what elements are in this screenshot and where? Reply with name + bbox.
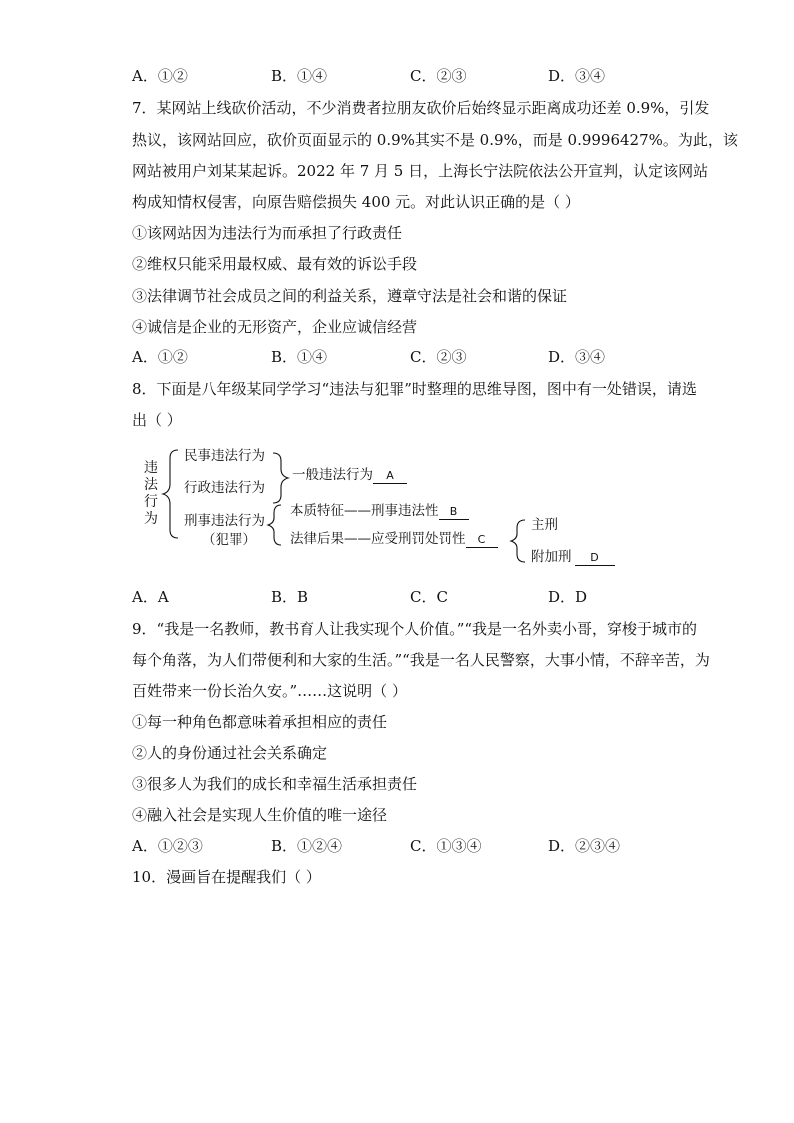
q8-stem-line: 出（ ）: [132, 411, 182, 429]
q7-option-d[interactable]: D．③④: [548, 348, 606, 366]
q9-stem-line: 9．“我是一名教师，教书育人让我实现个人价值。”“我是一名外卖小哥，穿梭于城市的: [132, 620, 698, 638]
additional-penalty-label: 附加刑: [531, 549, 572, 565]
main-penalty: 主刑: [531, 517, 558, 533]
q8-option-b[interactable]: B．B: [271, 588, 309, 606]
option-d[interactable]: D．③④: [548, 67, 606, 85]
option-a[interactable]: A．①②: [132, 67, 188, 85]
administrative-violation: 行政违法行为: [184, 480, 265, 496]
q7-stem-line: 热议，该网站回应，砍价页面显示的 0.9%其实不是 0.9%，而是 0.9996427%。为此，该: [132, 131, 738, 149]
q8-option-c[interactable]: C．C: [410, 588, 448, 606]
q8-option-d[interactable]: D．D: [548, 588, 588, 606]
q9-statement-2: ②人的身份通过社会关系确定: [132, 744, 328, 762]
blank-d: D: [575, 551, 615, 566]
root-char: 行: [144, 494, 158, 510]
q7-stem-line: 构成知情权侵害，向原告赔偿损失 400 元。对此认识正确的是（ ）: [132, 193, 580, 211]
q9-stem-line: 每个角落，为人们带便利和大家的生活。”“我是一名人民警察，大事小情，不辞辛苦，为: [132, 651, 710, 669]
q9-option-c[interactable]: C．①③④: [410, 837, 482, 855]
blank-b: B: [439, 505, 469, 520]
q10-stem-line: 10．漫画旨在提醒我们（ ）: [132, 868, 321, 886]
option-b[interactable]: B．①④: [271, 67, 328, 85]
nature-feature-label: 本质特征——刑事违法性: [290, 503, 439, 519]
blank-c: C: [466, 533, 498, 548]
blank-a: A: [373, 469, 407, 484]
root-char: 为: [144, 511, 158, 527]
q9-option-b[interactable]: B．①②④: [271, 837, 343, 855]
q9-statement-1: ①每一种角色都意味着承担相应的责任: [132, 713, 388, 731]
q9-option-d[interactable]: D．②③④: [548, 837, 621, 855]
nature-feature: [290, 502, 469, 520]
q7-stem-line: 7．某网站上线砍价活动，不少消费者拉朋友砍价后始终显示距离成功还差 0.9%，引发: [132, 99, 710, 117]
q9-statement-4: ④融入社会是实现人生价值的唯一途径: [132, 806, 388, 824]
root-char: 法: [144, 477, 158, 493]
q7-statement-3: ③法律调节社会成员之间的利益关系，遵章守法是社会和谐的保证: [132, 287, 568, 305]
q9-stem-line: 百姓带来一份长治久安。”……这说明（ ）: [132, 682, 407, 700]
q7-option-b[interactable]: B．①④: [271, 348, 328, 366]
q7-option-a[interactable]: A．①②: [132, 348, 188, 366]
q7-statement-1: ①该网站因为违法行为而承担了行政责任: [132, 224, 403, 242]
legal-consequence-label: 法律后果——应受刑罚处罚性: [290, 531, 466, 547]
general-violation-label: 一般违法行为: [292, 467, 373, 483]
q7-stem-line: 网站被用户刘某某起诉。2022 年 7 月 5 日，上海长宁法院依法公开宣判，认定该网站: [132, 162, 709, 180]
q8-stem-line: 8．下面是八年级某同学学习“违法与犯罪”时整理的思维导图，图中有一处错误，请选: [132, 380, 697, 398]
civil-violation: 民事违法行为: [184, 448, 265, 464]
q8-option-a[interactable]: A．A: [132, 588, 169, 606]
q9-statement-3: ③很多人为我们的成长和幸福生活承担责任: [132, 775, 418, 793]
criminal-violation: 刑事违法行为: [184, 513, 265, 529]
additional-penalty: [531, 548, 615, 566]
q7-option-c[interactable]: C．②③: [410, 348, 467, 366]
legal-consequence: [290, 530, 498, 548]
q9-option-a[interactable]: A．①②③: [132, 837, 203, 855]
mind-map-root: [144, 460, 160, 528]
general-violation: [292, 466, 407, 484]
q7-statement-4: ④诚信是企业的无形资产，企业应诚信经营: [132, 318, 418, 336]
option-c[interactable]: C．②③: [410, 67, 467, 85]
q7-statement-2: ②维权只能采用最权威、最有效的诉讼手段: [132, 255, 418, 273]
root-char: 违: [144, 460, 158, 476]
crime-label: （犯罪）: [202, 532, 256, 548]
